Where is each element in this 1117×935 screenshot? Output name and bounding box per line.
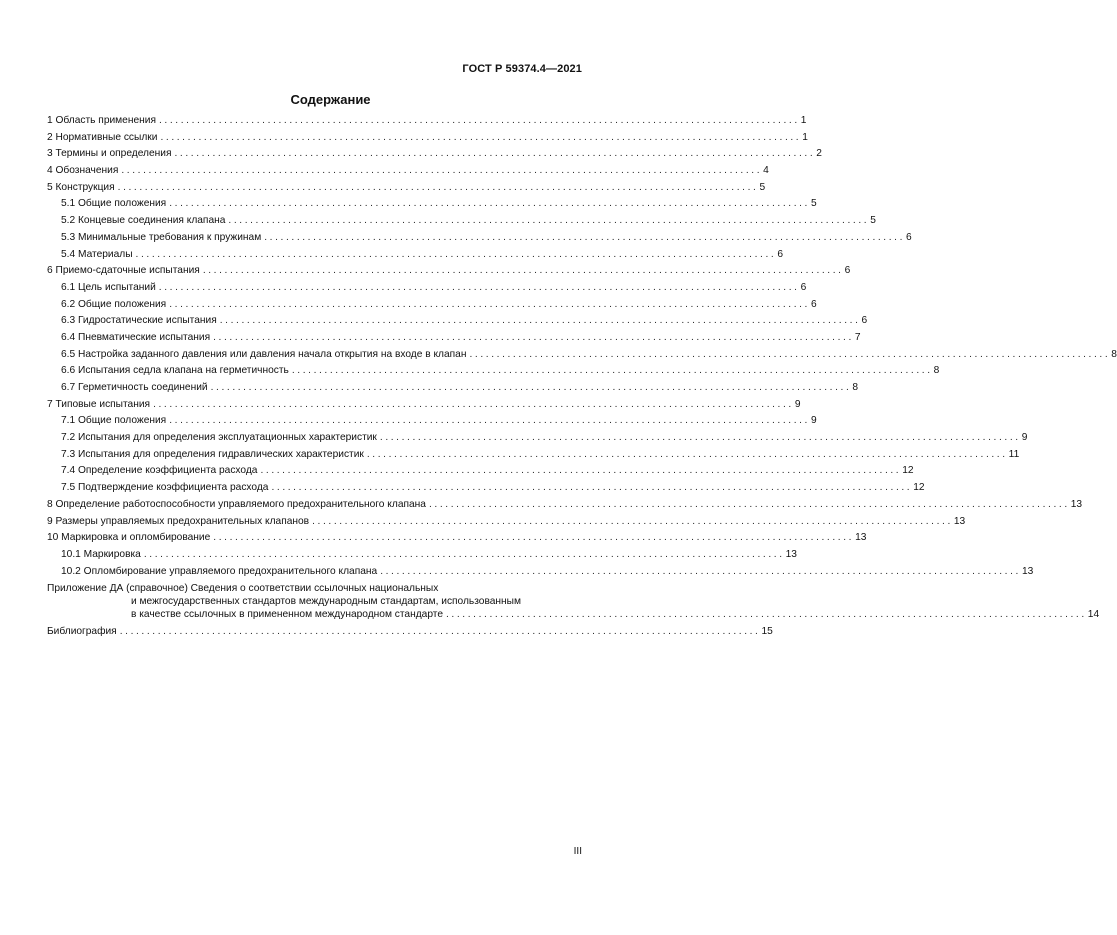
toc-entry-page: 8	[933, 365, 940, 377]
toc-entry-page: 6	[811, 298, 817, 310]
toc-entry-title: 7.5 Подтверждение коэффициента расхода	[61, 482, 269, 494]
toc-entry-page: 9	[1021, 432, 1028, 444]
toc-entry-title: 6.6 Испытания седла клапана на герметичность	[61, 365, 289, 377]
dot-leader: ......................................................................................................................	[119, 626, 761, 638]
toc-entry-page: 5	[870, 215, 876, 227]
toc-entry-title: 6.5 Настройка заданного давления или давления начала открытия на входе в клапан	[61, 348, 467, 360]
toc-entry-page: 13	[785, 548, 797, 560]
toc-entry[interactable]	[47, 180, 766, 197]
dot-leader: ......................................................................................................................	[264, 231, 906, 243]
toc-entry[interactable]	[47, 113, 807, 130]
document-code: ГОСТ Р 59374.4—2021	[462, 63, 582, 75]
dot-leader: ......................................................................................................................	[158, 281, 800, 293]
dot-leader: ......................................................................................................................	[135, 248, 777, 260]
toc-entry[interactable]	[47, 547, 797, 564]
toc-entry-page: 6	[800, 281, 807, 293]
toc-entry-title: 6.4 Пневматические испытания	[61, 331, 211, 343]
toc-entry[interactable]	[47, 497, 1083, 514]
toc-entry-title: 7.3 Испытания для определения гидравлических характеристик	[61, 448, 364, 460]
toc-entry[interactable]	[47, 530, 867, 547]
toc-entry-title: 10.1 Маркировка	[61, 548, 141, 560]
toc-entry-title: 5.2 Концевые соединения клапана	[61, 215, 226, 227]
toc-entry[interactable]	[47, 280, 807, 297]
toc-entry-title: Библиография	[47, 626, 117, 638]
toc-entry[interactable]	[47, 514, 966, 531]
toc-entry-page: 13	[855, 532, 867, 544]
toc-entry[interactable]	[47, 463, 914, 480]
toc-entry-page: 1	[802, 131, 808, 143]
dot-leader: ......................................................................................................................	[312, 515, 953, 527]
dot-leader: ......................................................................................................................	[219, 315, 861, 327]
toc-entry-page: 8	[1111, 348, 1117, 360]
dot-leader: ......................................................................................................................	[379, 432, 1021, 444]
toc-entry-page: 6	[777, 248, 784, 260]
toc-entry[interactable]	[47, 213, 876, 230]
dot-leader: ......................................................................................................................	[169, 198, 810, 210]
toc-entry[interactable]	[47, 230, 912, 247]
toc-entry-page: 5	[811, 198, 817, 210]
toc-entry[interactable]	[47, 146, 822, 163]
dot-leader: ......................................................................................................................	[366, 448, 1008, 460]
toc-entry-title: 10.2 Опломбирование управляемого предохранительного клапана	[61, 565, 378, 577]
toc-entry-page: 11	[1008, 448, 1020, 460]
dot-leader: ......................................................................................................................	[210, 382, 852, 393]
appendix-title-last-line	[47, 608, 1100, 622]
toc-entry-page: 6	[861, 315, 868, 327]
appendix-title-line: в качестве ссылочных в примененном международном стандарте	[131, 609, 443, 621]
dot-leader: ......................................................................................................................	[228, 215, 870, 227]
dot-leader: ......................................................................................................................	[213, 331, 854, 343]
dot-leader: ......................................................................................................................	[446, 609, 1087, 621]
toc-entry-title: 10 Маркировка и опломбирование	[47, 532, 211, 544]
dot-leader: ......................................................................................................................	[271, 482, 913, 494]
dot-leader: ......................................................................................................................	[143, 548, 785, 560]
toc-entry-title: 2 Нормативные ссылки	[47, 131, 158, 143]
toc-entry[interactable]	[47, 430, 1028, 447]
toc-entry-page: 9	[794, 398, 801, 410]
toc-entry-appendix[interactable]	[47, 582, 1100, 622]
toc-entry-title: 5.1 Общие положения	[61, 198, 167, 210]
dot-leader: ......................................................................................................................	[169, 415, 810, 427]
toc-entry[interactable]	[47, 347, 1117, 364]
toc-entry-title: 5 Конструкция	[47, 181, 115, 193]
toc-entry-title: 6.1 Цель испытаний	[61, 281, 156, 293]
toc-entry-page: 6	[906, 231, 912, 243]
dot-leader: ......................................................................................................................	[260, 465, 902, 477]
toc-entry-page: 1	[800, 115, 807, 126]
toc-entry-title: 6 Приемо-сдаточные испытания	[47, 265, 200, 277]
toc-entry[interactable]	[47, 163, 769, 180]
dot-leader: ......................................................................................................................	[291, 365, 933, 377]
toc-entry-title: 7 Типовые испытания	[47, 398, 151, 410]
table-of-contents	[47, 113, 1117, 641]
toc-entry-page: 7	[854, 331, 861, 343]
toc-entry-title: 1 Область применения	[47, 115, 156, 126]
toc-title: Содержание	[290, 92, 371, 107]
appendix-title-line: Приложение ДА (справочное) Сведения о соответствии ссылочных национальных	[47, 583, 439, 595]
dot-leader: ......................................................................................................................	[202, 265, 844, 277]
toc-entry-title: 7.1 Общие положения	[61, 415, 167, 427]
toc-entry-title: 6.3 Гидростатические испытания	[61, 315, 217, 327]
toc-entry[interactable]	[47, 196, 817, 213]
dot-leader: ......................................................................................................................	[213, 532, 855, 544]
page-number: III	[573, 846, 582, 857]
toc-entry[interactable]	[47, 397, 801, 414]
dot-leader: ......................................................................................................................	[121, 165, 763, 177]
toc-entry-page: 8	[852, 382, 859, 393]
toc-entry-title: 7.2 Испытания для определения эксплуатационных характеристик	[61, 432, 377, 444]
dot-leader: ......................................................................................................................	[469, 348, 1111, 360]
dot-leader: ......................................................................................................................	[117, 181, 759, 193]
toc-entry[interactable]	[47, 380, 859, 397]
toc-entry-title: 5.4 Материалы	[61, 248, 133, 260]
toc-entry[interactable]	[47, 313, 868, 330]
toc-entry-page: 14	[1087, 609, 1100, 621]
toc-entry-title: 6.7 Герметичность соединений	[61, 382, 208, 393]
toc-entry-title: 7.4 Определение коэффициента расхода	[61, 465, 258, 477]
toc-entry[interactable]	[47, 363, 940, 380]
toc-entry-title: 4 Обозначения	[47, 165, 119, 177]
toc-entry-page: 13	[953, 515, 966, 527]
toc-entry-page: 12	[902, 465, 914, 477]
toc-entry-page: 4	[763, 165, 769, 177]
dot-leader: ......................................................................................................................	[380, 565, 1021, 577]
toc-entry[interactable]	[47, 330, 861, 347]
toc-entry-title: 8 Определение работоспособности управляемого предохранительного клапана	[47, 498, 426, 510]
toc-entry-page: 9	[811, 415, 817, 427]
toc-entry-title: 9 Размеры управляемых предохранительных клапанов	[47, 515, 310, 527]
toc-entry-page: 13	[1021, 565, 1034, 577]
toc-entry[interactable]	[47, 447, 1020, 464]
toc-entry-page: 15	[761, 626, 773, 638]
toc-entry[interactable]	[47, 247, 784, 264]
toc-entry[interactable]	[47, 480, 925, 497]
toc-entry-page: 6	[844, 265, 851, 277]
toc-entry[interactable]	[47, 564, 1034, 581]
dot-leader: ......................................................................................................................	[158, 115, 800, 126]
toc-entry-page: 5	[759, 181, 766, 193]
appendix-title-line: и межгосударственных стандартов международным стандартам, использованным	[131, 596, 522, 608]
toc-entry[interactable]	[47, 297, 817, 314]
toc-entry[interactable]	[47, 130, 808, 147]
toc-entry[interactable]	[47, 413, 817, 430]
toc-entry-bibliography[interactable]	[47, 624, 773, 641]
dot-leader: ......................................................................................................................	[153, 398, 794, 410]
dot-leader: ......................................................................................................................	[169, 298, 810, 310]
toc-entry-page: 12	[913, 482, 925, 494]
toc-entry-title: 6.2 Общие положения	[61, 298, 167, 310]
toc-entry[interactable]	[47, 263, 851, 280]
dot-leader: ......................................................................................................................	[428, 498, 1070, 510]
dot-leader: ......................................................................................................................	[160, 131, 802, 143]
toc-entry-page: 13	[1070, 498, 1083, 510]
dot-leader: ......................................................................................................................	[174, 148, 816, 160]
toc-entry-page: 2	[816, 148, 822, 160]
toc-entry-title: 5.3 Минимальные требования к пружинам	[61, 231, 262, 243]
toc-entry-title: 3 Термины и определения	[47, 148, 172, 160]
